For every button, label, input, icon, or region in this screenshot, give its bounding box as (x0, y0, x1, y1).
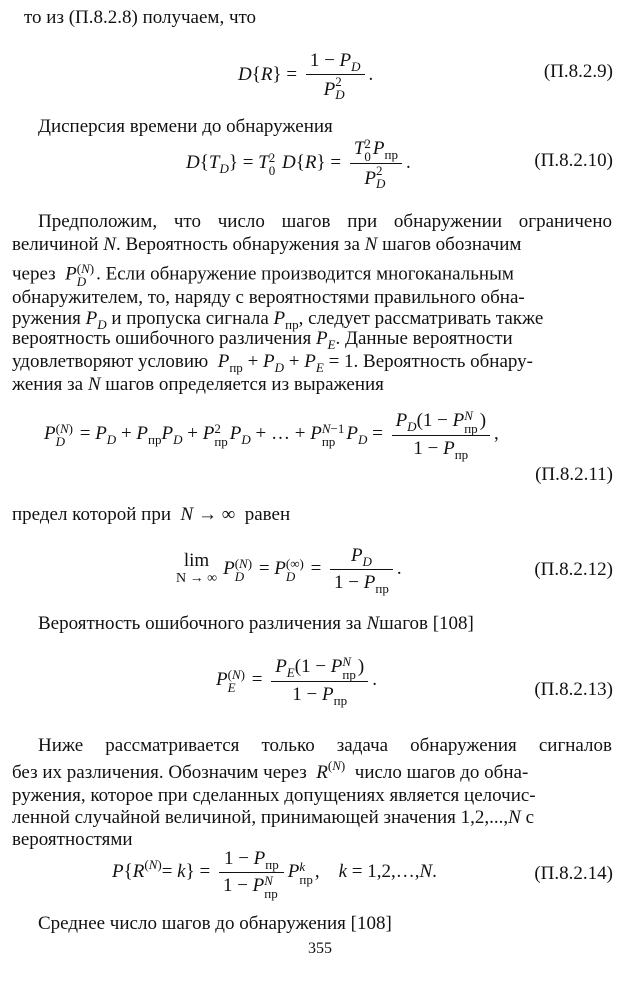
equation-number: (П.8.2.13) (534, 679, 613, 700)
text-line: вероятность ошибочного различения $P_E$. Данные вероятности (12, 328, 513, 352)
equation-number: (П.8.2.14) (534, 863, 613, 884)
page-number: 355 (308, 940, 332, 957)
text-line: жения за N шагов определяется из выражения (12, 374, 384, 395)
text-line: ружения, которое при сделанных допущениях является целочис- (12, 785, 536, 806)
text-line: Дисперсия времени до обнаружения (38, 116, 333, 137)
text-line: то из (П.8.2.8) получаем, что (24, 7, 257, 28)
equation-number: (П.8.2.10) (534, 150, 613, 171)
text-line: обнаружителем, то, наряду с вероятностями правильного обна- (12, 287, 525, 308)
text-line: Вероятность ошибочного различения за Nшагов [108] (38, 613, 474, 634)
text-line: через P (N) D . Если обнаружение производится многоканальным (12, 261, 514, 289)
equation-11: P (N) D = $P_D + P_{пр}P_D + P$ 2 пр $P_D$ + … + P N−1 пр $P_D$ = $P_D(1 - P$ N пр ) $1 - P_{пр}$ , (44, 407, 499, 462)
equation-9: D{R} = $1 - P_D$ P 2 D . (238, 50, 374, 102)
equation-14: $P\{R^{(N)}= k\}$ = $1 - P_{пр}$ 1 − P N пр P k пр , k = 1,2,…,N. (112, 848, 437, 901)
equation-12: lim N → ∞ P (N) D = P (∞) D = $\frac{P_D}{1 - P_{пр}}$ . (176, 545, 402, 596)
text-line: удовлетворяют условию $P_{пр} + P_D + P_E = 1$. Вероятность обнару- (12, 351, 533, 375)
equation-number: (П.8.2.11) (535, 464, 613, 485)
equation-13: P (N) E = $P_E(1 - P$ N пр ) $1 - P_{пр}$ . (216, 653, 377, 708)
equation-number: (П.8.2.9) (543, 61, 613, 82)
text-line: вероятностями (12, 829, 133, 850)
text-line: величиной N. Вероятность обнаружения за N шагов обозначим (12, 234, 522, 255)
text-line: ружения $P_D$ и пропуска сигнала $P_{пр}$, следует рассматривать также (12, 308, 544, 332)
equation-10: $D\{T_D\} = T$ 2 0 D{R} = T 2 0 $P_{пр}$ P 2 D . (186, 135, 411, 191)
text-line: ленной случайной величиной, принимающей значения 1,2,...,N с (12, 807, 535, 828)
text-line: Ниже рассматривается только задача обнаружения сигналов (38, 735, 612, 756)
text-line: Предположим, что число шагов при обнаружении ограничено (38, 211, 612, 232)
equation-number: (П.8.2.12) (534, 559, 613, 580)
text-line: без их различения. Обозначим через $R^{(N)}$ число шагов до обна- (12, 758, 529, 783)
text-line: Среднее число шагов до обнаружения [108] (38, 913, 392, 934)
text-line: предел которой при N → ∞ равен (12, 504, 291, 525)
